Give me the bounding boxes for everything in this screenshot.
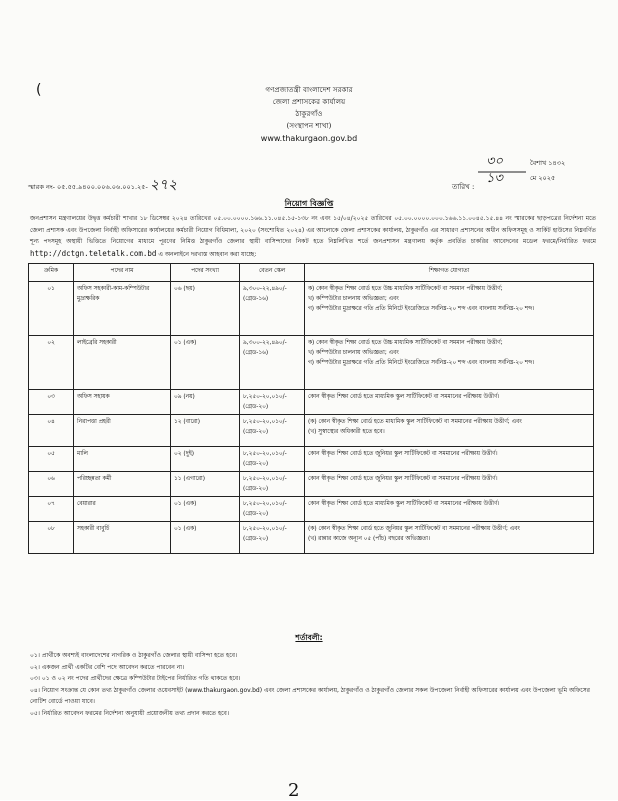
intro-paragraph — [30, 213, 596, 260]
qualification-line: (ক) কোন স্বীকৃত শিক্ষা বোর্ড হতে মাধ্যমিক স্কুল সার্টিফিকেট বা সমমানের পরীক্ষায় উত্তীর্ণ; এবং — [308, 419, 522, 425]
memo-label: স্মারক নং- ০৫.৫৫.৯৪০০.০০৬.০৬.০০১.২৫- — [28, 183, 148, 191]
qualification-cell — [305, 497, 594, 522]
post-count-cell: ০১ (এক) — [171, 522, 240, 554]
table-row — [29, 336, 594, 390]
pay-scale-cell: ৯,৩০০-২২,৪৯০/- (গ্রেড-১৬) — [240, 336, 305, 390]
post-name-cell: অফিস সহায়ক — [74, 390, 171, 415]
serial-cell: ০৬ — [29, 472, 74, 497]
qualification-cell — [305, 472, 594, 497]
post-name-cell: সহকারী বাবুর্চি — [74, 522, 171, 554]
qualification-line: (ক) কোন স্বীকৃত শিক্ষা বোর্ড হতে জুনিয়র স্কুল সার্টিফিকেট বা সমমানের পরীক্ষায় উত্তীর্ণ; এবং — [308, 526, 520, 532]
post-name-cell: মালি — [74, 447, 171, 472]
post-count-cell: ১১ (এগারো) — [171, 472, 240, 497]
serial-cell: ০২ — [29, 336, 74, 390]
qualification-line: ক) কোন স্বীকৃত শিক্ষা বোর্ড হতে উচ্চ মাধ্যমিক সার্টিফিকেট বা সমমান পরীক্ষায় উত্তীর্ণ; — [308, 340, 503, 346]
serial-cell: ০৮ — [29, 522, 74, 554]
table-row — [29, 390, 594, 415]
date-bangla: বৈশাখ ১৪৩২ — [530, 159, 566, 167]
date-hand-2: ১৩ — [486, 171, 503, 186]
memo-handwritten: ২৭২ — [149, 177, 178, 193]
term-item: ০৩। ০১ ও ০২ নং পদের প্রার্থীদের ক্ষেত্রে কম্পিউটার টাইপের নির্ধারিত গতি থাকতে হবে। — [30, 675, 241, 682]
post-count-cell: ০৬ (ছয়) — [171, 282, 240, 336]
term-item: ০৫। নির্ধারিত আবেদন ফরমের নির্দেশনা অনুযায়ী প্রয়োজনীয় তথ্য প্রদান করতে হবে। — [30, 709, 229, 717]
col-qualification: শিক্ষাগত যোগ্যতা — [305, 264, 594, 282]
qualification-line: কোন স্বীকৃত শিক্ষা বোর্ড হতে জুনিয়র স্কুল সার্টিফিকেট বা সমমানের পরীক্ষায় উত্তীর্ণ। — [308, 451, 498, 457]
header-website: www.thakurgaon.gov.bd — [260, 134, 358, 143]
qualification-line: খ) কম্পিউটার চালনায় অভিজ্ঞতা; এবং — [308, 296, 399, 302]
post-name-cell: লাইব্রেরি সহকারী — [74, 336, 171, 390]
notice-title: নিয়োগ বিজ্ঞপ্তি — [284, 199, 334, 208]
pay-scale-cell: ৮,২৫০-২০,০১০/- (গ্রেড-২০) — [240, 390, 305, 415]
qualification-line: গ) কম্পিউটার মুদ্রাক্ষরে গতি প্রতি মিনিটে ইংরেজিতে সর্বনিম্ন-২০ শব্দ এবং বাংলায় সর্বনিম্ন-২০ শব্দ। — [308, 360, 535, 366]
serial-cell: ০৫ — [29, 447, 74, 472]
col-post-name: পদের নাম — [74, 264, 171, 282]
date-divider — [478, 170, 526, 174]
qualification-line: ক) কোন স্বীকৃত শিক্ষা বোর্ড হতে উচ্চ মাধ্যমিক সার্টিফিকেট বা সমমান পরীক্ষায় উত্তীর্ণ; — [308, 286, 503, 292]
post-name-cell: বেয়ারার — [74, 497, 171, 522]
table-row — [29, 497, 594, 522]
post-count-cell: ০৯ (নয়) — [171, 390, 240, 415]
date-english: মে ২০২৫ — [530, 174, 556, 182]
application-link[interactable]: http://dctgn.teletalk.com.bd — [30, 248, 157, 258]
date-label: তারিখ : — [452, 183, 475, 191]
serial-cell: ০১ — [29, 282, 74, 336]
header-line-2: জেলা প্রশাসকের কার্যালয় — [272, 97, 346, 106]
pay-scale-cell: ৮,২৫০-২০,০১০/- (গ্রেড-২০) — [240, 497, 305, 522]
date-line-2 — [486, 171, 556, 186]
col-pay-scale: বেতন স্কেল — [240, 264, 305, 282]
terms-title: শর্তাবলী: — [295, 633, 323, 642]
qualification-cell — [305, 282, 594, 336]
pay-scale-cell: ৮,২৫০-২০,০১০/- (গ্রেড-২০) — [240, 415, 305, 447]
date-hand-1: ৩০ — [486, 154, 503, 169]
header-line-3: ঠাকুরগাঁও — [295, 109, 323, 118]
post-count-cell: ০১ (এক) — [171, 497, 240, 522]
table-row — [29, 447, 594, 472]
qualification-line: (খ) সুস্বাস্থ্যের অধিকারী হতে হবে। — [308, 429, 385, 435]
terms-list — [30, 650, 596, 719]
term-item: ০৪। নিয়োগ সংক্রান্ত যে কোন তথ্য ঠাকুরগাঁও জেলার ওয়েবসাইট (www.thakurgaon.gov.bd) এবং জেলা প্রশাসকের কার্যালয়, ঠাকুরগাঁও ও ঠাকুরগাঁও জেলার সকল উপজেলা নির্বাহী অফিসারের কার্যালয় এবং উপজেলা ভূমি অফিসের নোটিশ বোর্ডে পাওয়া যাবে। — [30, 686, 590, 705]
pay-scale-cell: ৮,২৫০-২০,০১০/- (গ্রেড-২০) — [240, 522, 305, 554]
qualification-line: গ) কম্পিউটার মুদ্রাক্ষরে গতি প্রতি মিনিটে ইংরেজিতে সর্বনিম্ন-২০ শব্দ এবং বাংলায় সর্বনিম্ন-২০ শব্দ। — [308, 306, 535, 312]
post-count-cell: ১২ (বারো) — [171, 415, 240, 447]
pay-scale-cell: ৯,৩০০-২২,৪৯০/- (গ্রেড-১৬) — [240, 282, 305, 336]
qualification-cell — [305, 447, 594, 472]
post-name-cell: নিরাপত্তা প্রহরী — [74, 415, 171, 447]
qualification-line: খ) কম্পিউটার চালনায় অভিজ্ঞতা; এবং — [308, 350, 399, 356]
term-item: ০২। একজন প্রার্থী একটির বেশি পদে আবেদন করতে পারবেন না। — [30, 663, 185, 671]
header-line-4: (সংস্থাপন শাখা) — [286, 121, 332, 130]
table-header-row — [29, 264, 594, 282]
margin-mark: ( — [36, 82, 42, 98]
col-serial: ক্রমিক — [29, 264, 74, 282]
qualification-line: কোন স্বীকৃত শিক্ষা বোর্ড হতে মাধ্যমিক স্কুল সার্টিফিকেট বা সমমানের পরীক্ষায় উত্তীর্ণ। — [308, 394, 500, 400]
date-line-1 — [486, 154, 566, 169]
signature-scribble: 2 — [288, 780, 300, 801]
col-post-count: পদের সংখ্যা — [171, 264, 240, 282]
posts-table — [28, 263, 594, 554]
term-item: ০১। প্রার্থীকে অবশ্যই বাংলাদেশের নাগরিক ও ঠাকুরগাঁও জেলার স্থায়ী বাসিন্দা হতে হবে। — [30, 652, 238, 659]
post-count-cell: ০২ (দুই) — [171, 447, 240, 472]
serial-cell: ০৭ — [29, 497, 74, 522]
intro-text: জনপ্রশাসন মন্ত্রণালয়ের উদ্বৃত্ত কর্মচারী শাখার ১৮ ডিসেম্বর ২০২৪ তারিখের ০৫.০০.০০০০.১৬৬.১১.০৪৫.১৫-১৩৮ নং এবং ১৫/০৪/২০২৫ তারিখের ০৫.০০.০০০০.০০০.১৬৬.১১.০০৪৫.১৫.৪৪ নং স্মারকের ছাড়পত্রের নির্দেশনা মতে জেলা প্রশাসক এবং উপজেলা নির্বাহী অফিসারের কার্যালয়ের কর্মচারী নিয়োগ বিধিমালা, ২০২০ (সংশোধিত ২০২৪) এর আলোকে জেলা প্রশাসকের কার্যালয়, ঠাকুরগাঁও এর সাধারণ প্রশাসনের অধীন অফিসসমূহ ও সার্কিট হাউসের নিম্নবর্ণিত শূন্য পদসমূহ অস্থায়ী ভিত্তিতে নিয়োগের মাধ্যমে পূরণের নিমিত্ত ঠাকুরগাঁও জেলার স্থায়ী বাসিন্দাদের নিকট হতে নিম্নলিখিত শর্তে জনপ্রশাসন মন্ত্রণালয় কর্তৃক প্রবর্তিত চাকরির আবেদনের মডেল ফরমে/নির্ধারিত ফরমে — [30, 215, 596, 245]
pay-scale-cell: ৮,২৫০-২০,০১০/- (গ্রেড-২০) — [240, 447, 305, 472]
table-row — [29, 415, 594, 447]
qualification-line: (খ) রান্নার কাজে অন্যূন ০৫ (পাঁচ) বছরের অভিজ্ঞতা। — [308, 536, 431, 542]
qualification-line: কোন স্বীকৃত শিক্ষা বোর্ড হতে জুনিয়র স্কুল সার্টিফিকেট বা সমমানের পরীক্ষায় উত্তীর্ণ। — [308, 476, 498, 482]
serial-cell: ০৩ — [29, 390, 74, 415]
qualification-cell — [305, 415, 594, 447]
header-line-1: গণপ্রজাতন্ত্রী বাংলাদেশ সরকার — [265, 85, 353, 94]
qualification-cell — [305, 390, 594, 415]
memo-number — [28, 173, 177, 197]
qualification-line: কোন স্বীকৃত শিক্ষা বোর্ড হতে মাধ্যমিক স্কুল সার্টিফিকেট বা সমমানের পরীক্ষায় উত্তীর্ণ। — [308, 501, 500, 507]
serial-cell: ০৪ — [29, 415, 74, 447]
table-row — [29, 522, 594, 554]
intro-suffix: এ অনলাইনে দরখাস্ত আহবান করা যাচ্ছে: — [158, 250, 257, 258]
post-name-cell: অফিস সহকারী-কাম-কম্পিউটার মুদ্রাক্ষরিক — [74, 282, 171, 336]
pay-scale-cell: ৮,২৫০-২০,০১০/- (গ্রেড-২০) — [240, 472, 305, 497]
qualification-cell — [305, 522, 594, 554]
post-name-cell: পরিচ্ছন্নতা কর্মী — [74, 472, 171, 497]
table-row — [29, 282, 594, 336]
qualification-cell — [305, 336, 594, 390]
post-count-cell: ০১ (এক) — [171, 336, 240, 390]
table-row — [29, 472, 594, 497]
